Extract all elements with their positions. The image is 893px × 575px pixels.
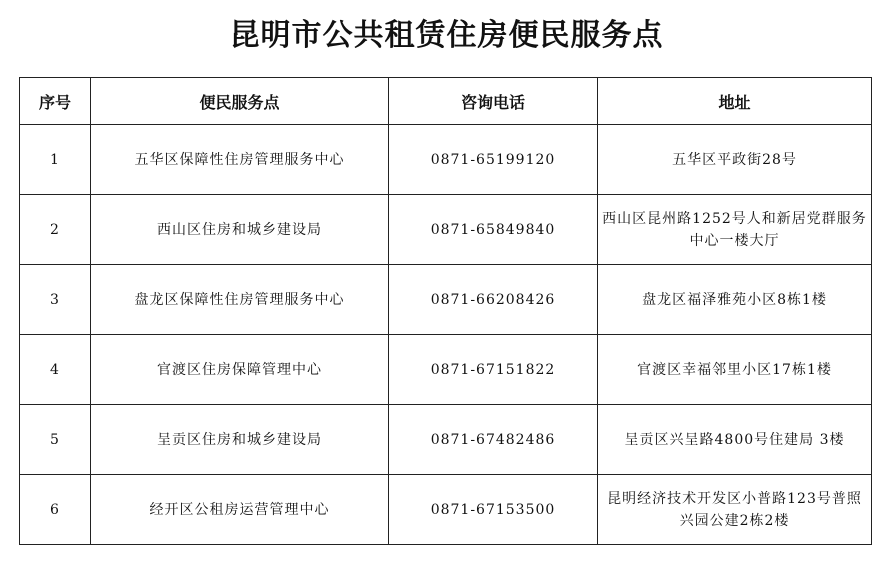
row-index: 2: [20, 195, 91, 265]
service-points-table: [19, 77, 872, 545]
row-phone: 0871-65199120: [389, 125, 598, 195]
row-address: 西山区昆州路1252号人和新居党群服务中心一楼大厅: [598, 195, 872, 265]
row-phone: 0871-67151822: [389, 335, 598, 405]
row-index: 6: [20, 475, 91, 545]
row-address: 官渡区幸福邻里小区17栋1楼: [598, 335, 872, 405]
table-row: [20, 125, 872, 195]
row-phone: 0871-65849840: [389, 195, 598, 265]
page-title: 昆明市公共租赁住房便民服务点: [229, 18, 664, 53]
row-service-point: 经开区公租房运营管理中心: [91, 475, 389, 545]
row-index: 5: [20, 405, 91, 475]
header-service-point: 便民服务点: [91, 78, 389, 125]
table-row: [20, 195, 872, 265]
header-phone: 咨询电话: [389, 78, 598, 125]
row-service-point: 呈贡区住房和城乡建设局: [91, 405, 389, 475]
header-index: 序号: [20, 78, 91, 125]
row-address: 盘龙区福泽雅苑小区8栋1楼: [598, 265, 872, 335]
table-header-row: [20, 78, 872, 125]
row-phone: 0871-67153500: [389, 475, 598, 545]
row-phone: 0871-66208426: [389, 265, 598, 335]
row-index: 4: [20, 335, 91, 405]
row-address: 呈贡区兴呈路4800号住建局 3楼: [598, 405, 872, 475]
row-service-point: 盘龙区保障性住房管理服务中心: [91, 265, 389, 335]
row-service-point: 五华区保障性住房管理服务中心: [91, 125, 389, 195]
table-row: [20, 405, 872, 475]
row-address: 昆明经济技术开发区小普路123号普照兴园公建2栋2楼: [598, 475, 872, 545]
row-index: 1: [20, 125, 91, 195]
row-address: 五华区平政街28号: [598, 125, 872, 195]
table-row: [20, 335, 872, 405]
table-row: [20, 475, 872, 545]
row-phone: 0871-67482486: [389, 405, 598, 475]
table-row: [20, 265, 872, 335]
row-index: 3: [20, 265, 91, 335]
row-service-point: 西山区住房和城乡建设局: [91, 195, 389, 265]
row-service-point: 官渡区住房保障管理中心: [91, 335, 389, 405]
header-address: 地址: [598, 78, 872, 125]
